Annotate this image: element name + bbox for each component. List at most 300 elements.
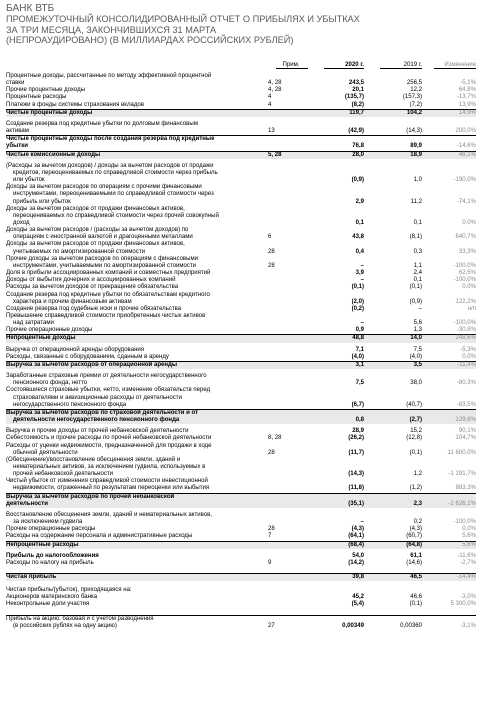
value-2020: 39,8 bbox=[352, 574, 364, 580]
table-row bbox=[6, 435, 476, 442]
table-row bbox=[6, 347, 476, 354]
change-cell: 640,7% bbox=[455, 234, 476, 241]
row-label-line: Расходы, связанные с оборудованием, сданным в аренду bbox=[6, 353, 169, 360]
value-2020: (8,2) bbox=[351, 101, 364, 108]
note-cell: 28 bbox=[268, 449, 275, 456]
row-label-line: Создание резерва под кредитные убытки по обязательствам кредитного bbox=[6, 291, 210, 298]
value-2019: 104,2 bbox=[406, 109, 422, 116]
table-row bbox=[6, 327, 476, 334]
row-label-line: учитываемых по амортизированной стоимости bbox=[13, 248, 145, 255]
change-cell: -80,3% bbox=[456, 380, 476, 387]
title-line-1: ПРОМЕЖУТОЧНЫЙ КОНСОЛИДИРОВАННЫЙ ОТЧЕТ О ПРИБЫЛЯХ И УБЫТКАХ bbox=[6, 14, 360, 24]
row-label-line: Создание резерва под кредитные убытки по долговым финансовым bbox=[6, 120, 198, 127]
value-2019: 14,0 bbox=[410, 335, 422, 342]
change-cell: 0,0% bbox=[462, 284, 476, 291]
value-2020: (64,1) bbox=[348, 533, 364, 540]
row-label-line: Неконтрольные доли участия bbox=[6, 601, 90, 608]
row-label-line: прочей небанковской деятельности bbox=[13, 471, 114, 478]
row-label-line: Заработанные страховые премии от деятельности негосударственного bbox=[6, 373, 207, 380]
change-cell: 0,0% bbox=[462, 526, 476, 533]
row-label bbox=[6, 512, 268, 526]
change-cell: 33,3% bbox=[458, 248, 476, 255]
bank-name: БАНК ВТБ bbox=[6, 3, 55, 14]
row-label bbox=[6, 277, 268, 284]
value-2020: (11,7) bbox=[348, 449, 364, 456]
note-cell: 6 bbox=[268, 234, 272, 241]
row-label bbox=[6, 163, 268, 184]
value-2019: 1,2 bbox=[413, 471, 422, 478]
row-label-line: Прочие доходы за вычетом расходов по операциям с финансовыми bbox=[6, 255, 199, 262]
table-row bbox=[6, 594, 476, 601]
row-label-line: недвижимости, отраженный по результатам переоценки или выбытия bbox=[13, 485, 210, 492]
table-row bbox=[6, 615, 476, 630]
row-label bbox=[6, 102, 268, 109]
row-label-line: Чистые процентные доходы bbox=[6, 109, 93, 116]
table-row bbox=[6, 573, 476, 581]
value-2019: (4,0) bbox=[409, 353, 422, 360]
change-cell: -30,8% bbox=[456, 327, 476, 334]
row-label-line: Доля в прибыли ассоциированных компаний и совместных предприятий bbox=[6, 270, 211, 277]
value-2020: 0,8 bbox=[355, 417, 364, 424]
row-label-line: Прибыль на акцию: базовая и с учетом разводнения bbox=[6, 615, 154, 622]
value-2020: 7,1 bbox=[355, 346, 364, 353]
title-line-2: ЗА ТРИ МЕСЯЦА, ЗАКОНЧИВШИХСЯ 31 МАРТА bbox=[6, 24, 217, 35]
row-label bbox=[6, 494, 268, 508]
value-2020: 119,7 bbox=[349, 109, 364, 116]
row-label-line: характера и прочим финансовым активам bbox=[13, 298, 132, 305]
value-2019: (0,1) bbox=[409, 284, 422, 291]
row-label bbox=[6, 526, 268, 533]
value-2020: (6,7) bbox=[351, 401, 364, 408]
change-cell: 0,0% bbox=[462, 219, 476, 226]
col-note: Прим. bbox=[282, 61, 300, 68]
note-cell: 13 bbox=[268, 128, 275, 135]
row-label-line: Выручка за вычетом расходов от операционной аренды bbox=[6, 361, 178, 368]
value-2020: (14,2) bbox=[348, 559, 364, 566]
row-label-line: Доходы за вычетом расходов от продажи финансовых активов, bbox=[6, 241, 185, 248]
change-cell: -3,0% bbox=[460, 594, 476, 601]
change-cell: -100,0% bbox=[453, 519, 476, 526]
table-row bbox=[6, 163, 476, 184]
table-row bbox=[6, 292, 476, 306]
table-row bbox=[6, 457, 476, 478]
note-cell: 8, 28 bbox=[268, 435, 282, 442]
row-label bbox=[6, 313, 268, 327]
value-2019: (157,3) bbox=[402, 94, 422, 101]
row-label-line: прибыль или убыток bbox=[13, 198, 71, 205]
value-2020: – bbox=[360, 519, 364, 526]
value-2020: 54,0 bbox=[352, 552, 364, 559]
table-row bbox=[6, 512, 476, 526]
row-label-line: Чистая прибыль/(убыток), приходящаяся на: bbox=[6, 587, 132, 594]
value-2019: 61,1 bbox=[410, 552, 422, 559]
table-row bbox=[6, 373, 476, 387]
row-label-line: переоцениваемых по справедливой стоимости через прочий совокупный bbox=[13, 212, 219, 219]
col-change-underline bbox=[434, 68, 476, 69]
row-label-line: Превышение справедливой стоимости приобретенных чистых активов bbox=[6, 313, 206, 319]
row-label bbox=[6, 594, 268, 601]
value-2020: (68,4) bbox=[348, 541, 364, 548]
value-2020: 243,5 bbox=[348, 80, 364, 87]
row-label-line: Выручка за вычетом расходов по прочей небанковской bbox=[6, 493, 175, 500]
change-cell: 48,1% bbox=[422, 152, 476, 159]
value-2020: 0,00349 bbox=[342, 622, 364, 629]
value-2020: 7,5 bbox=[355, 380, 364, 387]
table-row bbox=[6, 73, 476, 87]
note-cell: 7 bbox=[268, 533, 272, 540]
change-cell: -1 291,7% bbox=[448, 471, 476, 478]
change-cell: -190,0% bbox=[453, 177, 476, 184]
value-2020: 0,1 bbox=[355, 219, 364, 226]
row-label-line: инструментами, учитываемыми по амортизированной стоимости bbox=[13, 262, 197, 269]
col-2020: 2020 г. bbox=[345, 61, 364, 68]
value-2019: 89,9 bbox=[410, 143, 422, 150]
value-2020: (26,2) bbox=[348, 435, 364, 442]
value-2019: 0,3 bbox=[413, 248, 422, 255]
row-label bbox=[6, 443, 268, 457]
value-2019: (7,2) bbox=[409, 101, 422, 108]
table-row bbox=[6, 334, 476, 342]
table-row bbox=[6, 601, 476, 608]
value-2019: 18,9 bbox=[410, 151, 422, 158]
change-cell: 13,9% bbox=[458, 101, 476, 108]
change-cell: -100,0% bbox=[453, 277, 476, 284]
value-2019: 11,2 bbox=[410, 198, 422, 205]
value-2020: (0,2) bbox=[351, 305, 364, 312]
row-label bbox=[6, 327, 268, 334]
row-label-line: нематериальных активов, за исключением гудвила, используемых в bbox=[13, 463, 206, 470]
value-2020: – bbox=[360, 277, 364, 284]
value-2019: – bbox=[418, 305, 422, 312]
row-label-line: Чистая прибыль bbox=[6, 574, 57, 580]
change-cell: 0,0% bbox=[462, 353, 476, 360]
row-label bbox=[6, 560, 268, 567]
row-label-line: Непроцентные доходы bbox=[6, 335, 76, 342]
table-row bbox=[6, 306, 476, 313]
change-cell: 248,6% bbox=[422, 335, 476, 342]
change-cell: -14,6% bbox=[456, 143, 476, 150]
row-label bbox=[6, 601, 268, 608]
value-2019: 2,3 bbox=[413, 500, 422, 507]
row-label bbox=[6, 373, 268, 387]
note-cell: 4 bbox=[268, 94, 272, 101]
row-label bbox=[6, 616, 268, 630]
col-change: Изменение bbox=[444, 61, 476, 68]
row-label-line: (Расходы за вычетом доходов) / доходы за вычетом расходов от продажи bbox=[6, 162, 214, 169]
row-label-line: Выручка за вычетом расходов по страховой деятельности и от bbox=[6, 409, 199, 416]
value-2019: 5,6 bbox=[413, 320, 422, 327]
value-2019: 3,5 bbox=[413, 361, 422, 368]
row-label-line: Состоявшиеся страховые убытки, нетто, изменение обязательств перед bbox=[6, 387, 211, 394]
table-row bbox=[6, 443, 476, 457]
value-2019: 1,3 bbox=[413, 327, 422, 334]
row-label bbox=[6, 152, 268, 159]
change-cell: -5,3% bbox=[460, 346, 476, 353]
table-row bbox=[6, 206, 476, 227]
table-row bbox=[6, 313, 476, 327]
note-cell: 5, 28 bbox=[268, 151, 282, 158]
row-label-line: Выручка от операционной аренды оборудования bbox=[6, 346, 145, 353]
row-label-line: обычной деятельности bbox=[13, 449, 78, 456]
row-label bbox=[6, 410, 268, 424]
row-label-line: деятельности негосударственного пенсионного фонда bbox=[13, 417, 180, 424]
change-cell: 5,6% bbox=[422, 542, 476, 549]
row-label-line: Процентные доходы, рассчитанные по методу эффективной процентной bbox=[6, 73, 212, 79]
row-label-line: Расходы на содержание персонала и административные расходы bbox=[6, 533, 193, 540]
row-label bbox=[6, 136, 268, 150]
row-label bbox=[6, 206, 268, 227]
change-cell: -100,0% bbox=[453, 320, 476, 327]
value-2020: (4,0) bbox=[351, 353, 364, 360]
change-cell: 129,6% bbox=[422, 417, 476, 424]
row-label-line: страхователями и аквизиционные расходы от деятельности bbox=[13, 394, 182, 401]
row-label-line: Прибыль до налогообложения bbox=[6, 552, 99, 559]
row-label bbox=[6, 533, 268, 540]
table-row bbox=[6, 121, 476, 135]
value-2020: (4,3) bbox=[351, 526, 364, 533]
change-cell: -13,7% bbox=[456, 94, 476, 101]
change-cell: -5,1% bbox=[460, 80, 476, 87]
value-2020: 48,8 bbox=[352, 335, 364, 342]
value-2019: 256,5 bbox=[406, 80, 422, 87]
table-row bbox=[6, 151, 476, 159]
row-label-line: Процентные расходы bbox=[6, 94, 67, 101]
row-label-line: Расходы за вычетом доходов от прекращения обязательства bbox=[6, 284, 179, 291]
value-2019: 1,0 bbox=[413, 177, 422, 184]
value-2019: 46,5 bbox=[410, 574, 422, 580]
report-header bbox=[6, 3, 476, 46]
row-label-line: пенсионного фонда, нетто bbox=[13, 380, 88, 387]
row-label bbox=[6, 110, 268, 117]
value-2020: (11,8) bbox=[348, 485, 364, 492]
row-label bbox=[6, 362, 268, 369]
row-label bbox=[6, 347, 268, 354]
note-cell: 4, 28 bbox=[268, 87, 282, 94]
row-label-line: Доходы за вычетом расходов / (расходы за вычетом доходов) по bbox=[6, 227, 189, 234]
col-note-underline bbox=[276, 68, 308, 69]
row-label bbox=[6, 335, 268, 342]
row-label bbox=[6, 354, 268, 361]
col-2020-underline bbox=[324, 68, 364, 69]
change-cell: -11,4% bbox=[422, 362, 476, 369]
row-label-line: Выручка и прочие доходы от прочей небанковской деятельности bbox=[6, 428, 189, 435]
row-label bbox=[6, 184, 268, 205]
table-row bbox=[6, 241, 476, 255]
row-label-line: деятельности bbox=[6, 500, 48, 507]
row-label-line: (Обесценение)/восстановление обесценения земли, зданий и bbox=[6, 456, 181, 463]
row-label bbox=[6, 256, 268, 270]
value-2020: 3,9 bbox=[355, 270, 364, 277]
table-row bbox=[6, 87, 476, 94]
value-2019: (1,2) bbox=[409, 485, 422, 492]
value-2019: 0,00360 bbox=[400, 622, 422, 629]
row-label bbox=[6, 241, 268, 255]
change-cell: -14,4% bbox=[422, 574, 476, 581]
table-row bbox=[6, 277, 476, 284]
change-cell: -100,0% bbox=[453, 262, 476, 269]
change-cell: 104,7% bbox=[455, 435, 476, 442]
table-row bbox=[6, 587, 476, 594]
change-cell: 90,1% bbox=[458, 428, 476, 435]
table-row bbox=[6, 256, 476, 270]
value-2020: (135,7) bbox=[344, 94, 364, 101]
change-cell: 62,5% bbox=[458, 270, 476, 277]
table-row bbox=[6, 493, 476, 508]
row-label-line: Платежи в фонды системы страхования вкладов bbox=[6, 101, 144, 108]
value-2019: (0,1) bbox=[409, 449, 422, 456]
row-label-line: Чистые комиссионные доходы bbox=[6, 151, 101, 158]
value-2019: 12,2 bbox=[410, 87, 422, 94]
value-2020: 28,9 bbox=[352, 428, 364, 435]
value-2019: 7,5 bbox=[413, 346, 422, 353]
row-label-line: инструментами, переоцениваемыми по справедливой стоимости через bbox=[13, 191, 214, 198]
table-row bbox=[6, 135, 476, 150]
value-2020: (5,4) bbox=[351, 601, 364, 608]
change-cell: -2,7% bbox=[460, 559, 476, 566]
value-2020: (14,3) bbox=[348, 471, 364, 478]
row-label bbox=[6, 553, 268, 560]
row-label-line: ставки bbox=[6, 80, 25, 87]
row-label-line: Непроцентные расходы bbox=[6, 541, 79, 548]
change-cell: -83,5% bbox=[456, 401, 476, 408]
value-2020: 2,9 bbox=[355, 198, 364, 205]
change-cell: -74,1% bbox=[456, 198, 476, 205]
value-2019: 46,6 bbox=[410, 594, 422, 601]
row-label-line: Создание резерва под судебные иски и прочие обязательства bbox=[6, 305, 182, 312]
change-cell: 122,2% bbox=[455, 298, 476, 305]
row-label-line: активам bbox=[6, 128, 29, 135]
col-2019-underline bbox=[380, 68, 422, 69]
value-2019: 2,4 bbox=[413, 270, 422, 277]
row-label-line: за исключением гудвила bbox=[13, 519, 83, 526]
value-2020: 20,1 bbox=[352, 87, 364, 94]
table-row bbox=[6, 361, 476, 369]
value-2020: 43,8 bbox=[352, 234, 364, 241]
change-cell: 5,6% bbox=[462, 533, 476, 540]
value-2019: (4,3) bbox=[409, 526, 422, 533]
row-label-line: Чистые процентные доходы после создания резерва под кредитные bbox=[6, 136, 215, 143]
row-label-line: Восстановление обесценения земли, зданий и нематериальных активов, bbox=[6, 511, 213, 518]
col-2019: 2019 г. bbox=[403, 61, 422, 68]
row-label-line: Расходы по налогу на прибыль bbox=[6, 559, 94, 566]
change-cell: -3,1% bbox=[460, 622, 476, 629]
value-2020: (0,9) bbox=[351, 177, 364, 184]
row-label bbox=[6, 284, 268, 291]
value-2019: 0,2 bbox=[413, 519, 422, 526]
note-cell: 28 bbox=[268, 248, 275, 255]
value-2019: 15,2 bbox=[410, 428, 422, 435]
row-label-line: над затратами bbox=[13, 320, 54, 327]
row-label bbox=[6, 94, 268, 101]
value-2020: – bbox=[360, 320, 364, 327]
note-cell: 28 bbox=[268, 526, 275, 533]
value-2020: 28,0 bbox=[352, 151, 364, 158]
row-label-line: Чистый убыток от изменения справедливой стоимости инвестиционной bbox=[6, 478, 208, 485]
value-2019: (14,3) bbox=[406, 128, 422, 135]
value-2020: (2,0) bbox=[351, 298, 364, 305]
row-label-line: кредитов, переоцениваемых по справедливой стоимости через прибыль bbox=[13, 169, 218, 176]
table-row bbox=[6, 478, 476, 492]
value-2019: (40,7) bbox=[406, 401, 422, 408]
value-2019: (12,8) bbox=[406, 435, 422, 442]
value-2020: (35,1) bbox=[348, 500, 364, 507]
row-label-line: Акционеров материнского банка bbox=[6, 594, 98, 601]
row-label-line: Расходы от уценки недвижимости, предназначенной для продажи в ходе bbox=[6, 442, 212, 449]
row-label-line: или убыток bbox=[13, 177, 45, 184]
change-cell: 200,0% bbox=[455, 128, 476, 135]
row-label bbox=[6, 542, 268, 549]
row-label-line: Доходы за вычетом расходов от продажи финансовых активов, bbox=[6, 205, 185, 212]
row-label bbox=[6, 292, 268, 306]
value-2020: 3,1 bbox=[355, 361, 364, 368]
change-cell: н/п bbox=[467, 305, 476, 312]
row-label bbox=[6, 87, 268, 94]
value-2020: (42,9) bbox=[348, 128, 364, 135]
value-2019: (60,7) bbox=[406, 533, 422, 540]
change-cell: -11,6% bbox=[457, 552, 476, 559]
value-2019: 0,1 bbox=[413, 277, 422, 284]
value-2019: 38,0 bbox=[410, 380, 422, 387]
note-cell: 9 bbox=[268, 559, 272, 566]
value-2020: – bbox=[360, 262, 364, 269]
row-label bbox=[6, 435, 268, 442]
row-label-line: негосударственного пенсионного фонда bbox=[13, 401, 127, 408]
row-label-line: доход bbox=[13, 219, 30, 226]
value-2020: 76,8 bbox=[352, 143, 364, 150]
row-label bbox=[6, 306, 268, 313]
table-row bbox=[6, 354, 476, 361]
value-2019: (2,7) bbox=[409, 417, 422, 424]
value-2019: 0,1 bbox=[413, 219, 422, 226]
row-label bbox=[6, 587, 268, 594]
row-label-line: Прочие операционные расходы bbox=[6, 526, 96, 533]
table-row bbox=[6, 409, 476, 424]
row-label bbox=[6, 73, 268, 87]
row-label bbox=[6, 387, 268, 408]
row-label bbox=[6, 457, 268, 478]
table-row bbox=[6, 560, 476, 567]
row-label-line: убытки bbox=[6, 143, 28, 150]
value-2019: (14,6) bbox=[406, 559, 422, 566]
table-row bbox=[6, 284, 476, 291]
row-label bbox=[6, 574, 268, 581]
value-2019: (0,9) bbox=[409, 298, 422, 305]
note-cell: 4, 28 bbox=[268, 80, 282, 87]
row-label bbox=[6, 121, 268, 135]
table-row bbox=[6, 387, 476, 408]
table-row bbox=[6, 109, 476, 117]
table-row bbox=[6, 227, 476, 241]
row-label-line: Прочие операционные доходы bbox=[6, 327, 93, 334]
column-headers bbox=[6, 60, 476, 69]
row-label bbox=[6, 478, 268, 492]
change-cell: 5 300,0% bbox=[450, 601, 476, 608]
row-label-line: операциям с иностранной валютой и драгоценными металлами bbox=[13, 234, 193, 241]
table-row bbox=[6, 184, 476, 205]
row-label-line: Доходы за вычетом расходов по операциям с прочими финансовыми bbox=[6, 184, 202, 191]
row-label-line: Прочие процентные доходы bbox=[6, 87, 85, 94]
change-cell: -1 626,1% bbox=[422, 501, 476, 508]
note-cell: 4 bbox=[268, 101, 272, 108]
table-row bbox=[6, 553, 476, 560]
value-2019: (8,1) bbox=[409, 234, 422, 241]
value-2020: 0,9 bbox=[355, 327, 364, 334]
note-cell: 28 bbox=[268, 262, 275, 269]
table-row bbox=[6, 541, 476, 549]
statement-table bbox=[6, 73, 476, 630]
table-row bbox=[6, 102, 476, 109]
note-cell: 27 bbox=[268, 622, 275, 629]
